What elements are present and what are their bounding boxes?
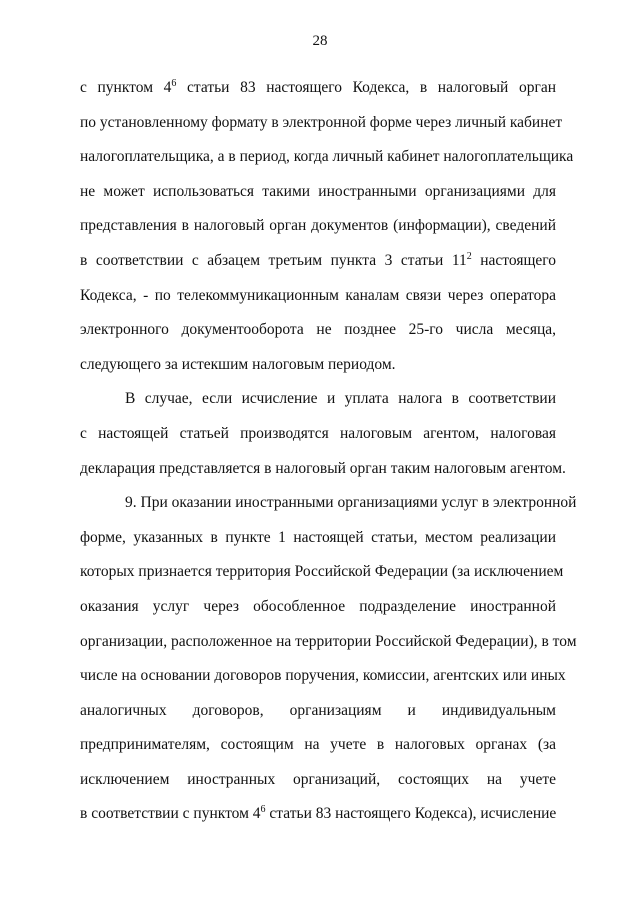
- text-line: следующего за истекшим налоговым периодом.: [80, 355, 396, 373]
- superscript: 2: [466, 250, 472, 262]
- page-number: 28: [312, 33, 328, 49]
- text-line: предпринимателям, состоящим на учете в налоговых органах (за: [80, 736, 556, 754]
- text-line: В случае, если исчисление и уплата налога в соответствии: [125, 390, 556, 408]
- text-line: налогоплательщика, а в период, когда личный кабинет налогоплательщика: [80, 148, 574, 166]
- text-line: в соответствии с пунктом $4^6$ статьи 83 настоящего Кодекса), исчисление: [80, 804, 557, 823]
- text-line: не может использоваться такими иностранными организациями для: [80, 182, 556, 200]
- text-line: исключением иностранных организаций, состоящих на учете: [80, 770, 556, 788]
- text-line: Кодекса, - по телекоммуникационным каналам связи через оператора: [80, 286, 556, 304]
- superscript: 6: [171, 78, 177, 89]
- text-line: аналогичных договоров, организациям и индивидуальным: [80, 701, 556, 719]
- text-line: 9. При оказании иностранными организациями услуг в электронной: [125, 494, 577, 512]
- paragraph: [80, 486, 577, 832]
- text-line: электронного документооборота не позднее 25-го числа месяца,: [80, 321, 556, 339]
- text-line: в соответствии с абзацем третьим пункта 3 статьи $11^2$ настоящего: [80, 250, 556, 269]
- text-line: с настоящей статьей производятся налоговым агентом, налоговая: [80, 424, 556, 442]
- superscript: 6: [260, 804, 266, 816]
- text-line: с пунктом $4^6$ статьи 83 настоящего Кодекса, в налоговый орган: [80, 78, 556, 96]
- text-line: которых признается территория Российской Федерации (за исключением: [80, 563, 564, 581]
- text-line: организации, расположенное на территории Российской Федерации), в том: [80, 632, 577, 650]
- paragraph: [80, 382, 566, 486]
- text-line: по установленному формату в электронной форме через личный кабинет: [80, 113, 563, 131]
- text-line: представления в налоговый орган документов (информации), сведений: [80, 217, 556, 235]
- text-line: числе на основании договоров поручения, комиссии, агентских или иных: [80, 667, 566, 685]
- text-line: оказания услуг через обособленное подразделение иностранной: [80, 597, 556, 615]
- text-line: декларация представляется в налоговый орган таким налоговым агентом.: [80, 459, 566, 477]
- text-line: форме, указанных в пункте 1 настоящей статьи, местом реализации: [80, 528, 556, 546]
- document-body: [80, 71, 577, 832]
- paragraph: [80, 71, 574, 382]
